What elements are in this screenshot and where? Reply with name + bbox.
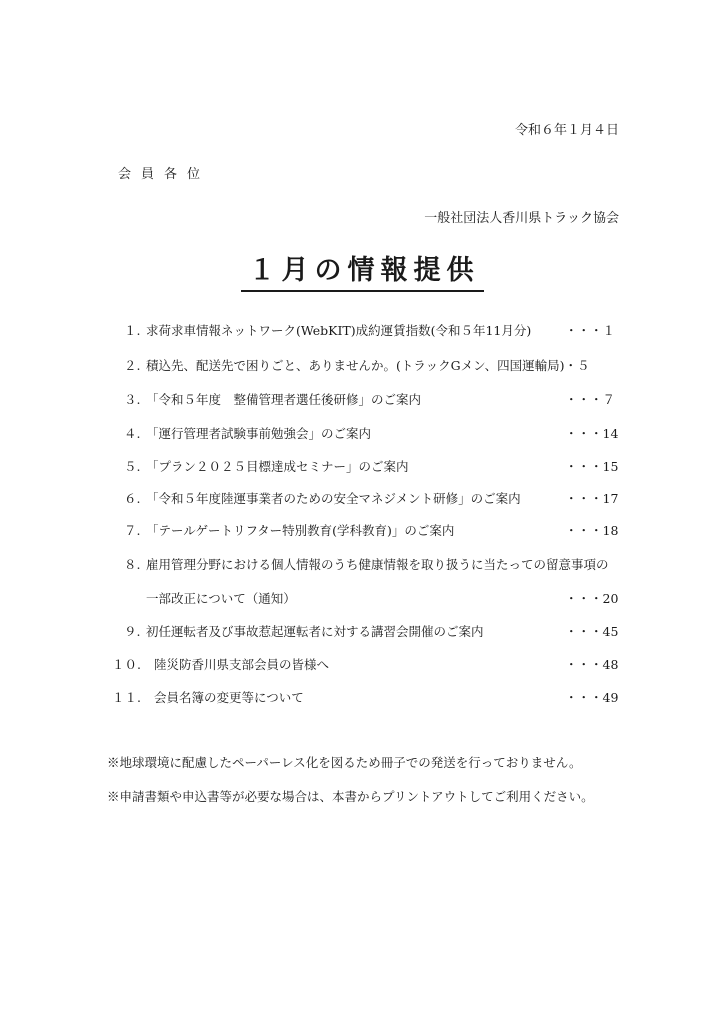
toc-page-ref: ・・・48 <box>565 657 619 672</box>
toc-text: 会員名簿の変更等について <box>154 690 304 705</box>
toc-text: 一部改正について（通知） <box>146 591 296 606</box>
toc-number: ９. <box>124 624 141 639</box>
toc-text: 雇用管理分野における個人情報のうち健康情報を取り扱うに当たっての留意事項の <box>146 557 609 572</box>
toc-row <box>0 391 724 409</box>
toc-row <box>0 425 724 443</box>
toc-number: ５. <box>124 459 141 474</box>
document-title: １月の情報提供 <box>241 254 484 292</box>
toc-row <box>0 556 724 574</box>
toc-number: １１. <box>112 690 141 705</box>
toc-page-ref: ・・・７ <box>565 392 616 407</box>
toc-row <box>0 623 724 641</box>
toc-text: 求荷求車情報ネットワーク(WebKIT)成約運賃指数(令和５年11月分) <box>146 323 532 338</box>
toc-page-ref: ・・・14 <box>565 426 619 441</box>
toc-text: 「プラン２０２５目標達成セミナー」のご案内 <box>146 459 409 474</box>
toc-text: 「テールゲートリフター特別教育(学科教育)」のご案内 <box>146 523 455 538</box>
toc-text: 「令和５年度 整備管理者選任後研修」のご案内 <box>146 392 422 407</box>
toc-text: 「令和５年度陸運事業者のための安全マネジメント研修」のご案内 <box>146 491 521 506</box>
toc-number: ２. <box>124 358 141 373</box>
toc-page-ref: ・・・17 <box>565 491 619 506</box>
toc-page-ref: ・・・49 <box>565 690 619 705</box>
sender-organization: 一般社団法人香川県トラック協会 <box>424 211 619 226</box>
toc-row <box>0 490 724 508</box>
toc-row <box>0 522 724 540</box>
toc-page-ref: ・・・45 <box>565 624 619 639</box>
toc-number: ７. <box>124 523 141 538</box>
toc-row <box>0 357 724 375</box>
toc-number: ４. <box>124 426 141 441</box>
toc-row <box>0 656 724 674</box>
toc-row <box>0 689 724 707</box>
toc-number: ６. <box>124 491 141 506</box>
toc-text: 積込先、配送先で困りごと、ありませんか。(トラックGメン、四国運輸局)・５ <box>146 358 590 373</box>
recipient-line: 会員各位 <box>118 167 211 182</box>
note-printout: ※申請書類や申込書等が必要な場合は、本書からプリントアウトしてご利用ください。 <box>107 789 594 804</box>
toc-page-ref: ・・・１ <box>565 323 616 338</box>
toc-number: ８. <box>124 557 141 572</box>
toc-row <box>0 590 724 608</box>
toc-text: 初任運転者及び事故惹起運転者に対する講習会開催のご案内 <box>146 624 484 639</box>
toc-page-ref: ・・・20 <box>565 591 619 606</box>
toc-page-ref: ・・・18 <box>565 523 619 538</box>
toc-text: 「運行管理者試験事前勉強会」のご案内 <box>146 426 372 441</box>
toc-text: 陸災防香川県支部会員の皆様へ <box>154 657 330 672</box>
issue-date: 令和６年１月４日 <box>514 123 619 138</box>
toc-row <box>0 458 724 476</box>
toc-page-ref: ・・・15 <box>565 459 619 474</box>
toc-number: １. <box>124 323 141 338</box>
document-title-container <box>0 254 724 292</box>
toc-number: １０. <box>112 657 141 672</box>
toc-row <box>0 322 724 340</box>
toc-number: ３. <box>124 392 141 407</box>
note-paperless: ※地球環境に配慮したペーパーレス化を図るため冊子での発送を行っておりません。 <box>107 755 582 770</box>
